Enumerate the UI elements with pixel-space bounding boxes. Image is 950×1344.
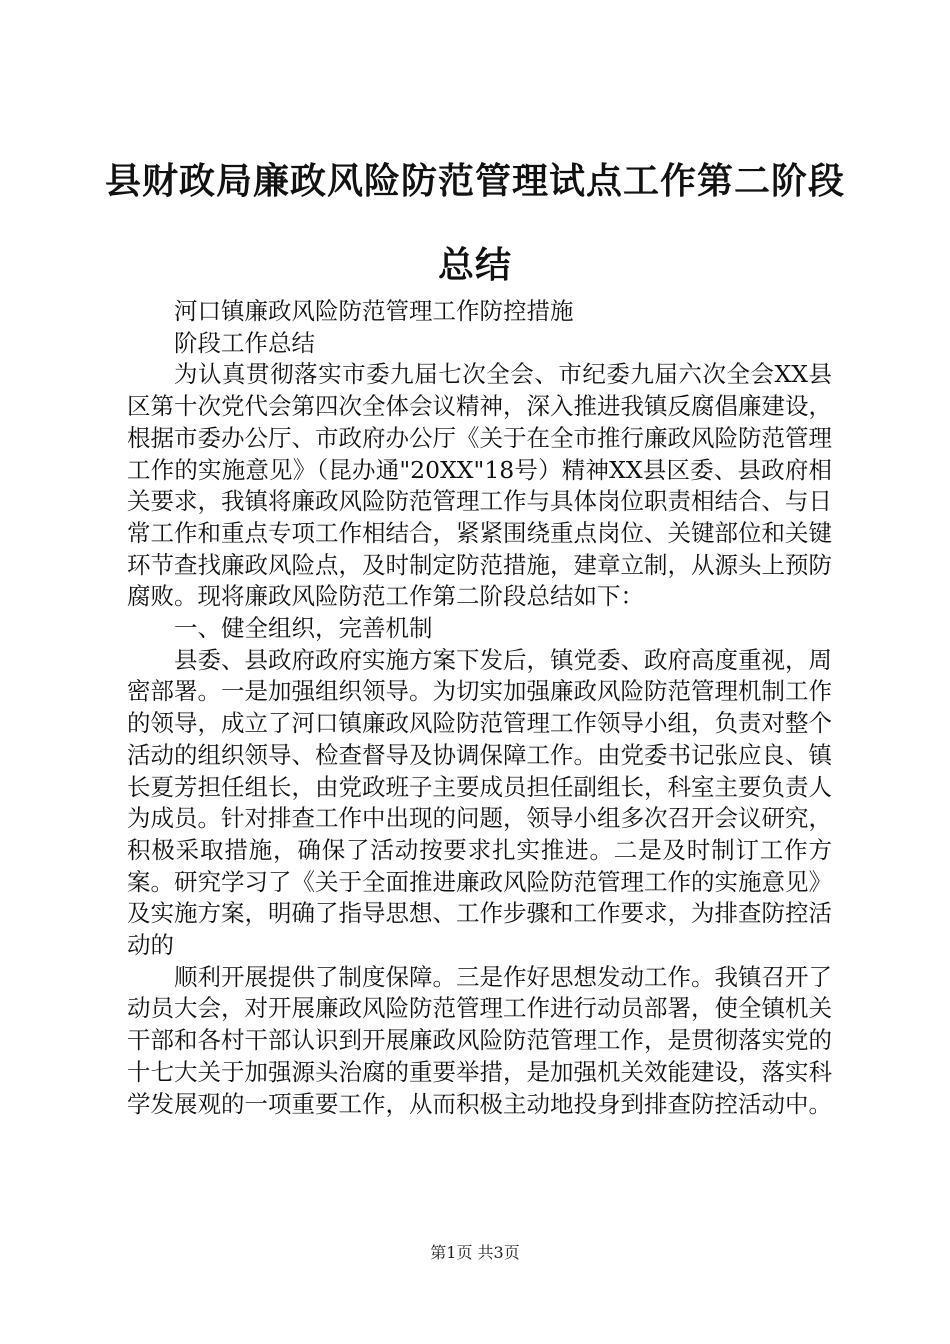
page-number-footer: 第1页 共3页 bbox=[430, 1243, 520, 1262]
subtitle-line1: 河口镇廉政风险防范管理工作防控措施 bbox=[174, 297, 574, 325]
paragraph-intro: 为认真贯彻落实市委九届七次全会、市纪委九届六次全会XX县区第十次党代会第四次全体会议精神，深入推进我镇反腐倡廉建设，根据市委办公厅、市政府办公厅《关于在全市推行廉政风险防范管理工作的实施意见》（昆办通"20XX"18号）精神XX县区委、县政府相关要求，我镇将廉政风险防范管理工作与具体岗位职责相结合、与日常工作和重点专项工作相结合，紧紧围绕重点岗位、关键部位和关键环节查找廉政风险点，及时制定防范措施，建章立制，从源头上预防腐败。现将廉政风险防范工作第二阶段总结如下： bbox=[127, 360, 832, 611]
subtitle-line2: 阶段工作总结 bbox=[174, 328, 315, 357]
document-body bbox=[127, 296, 832, 1120]
paragraph-section-1-continued: 顺利开展提供了制度保障。三是作好思想发动工作。我镇召开了动员大会，对开展廉政风险防范管理工作进行动员部署，使全镇机关干部和各村干部认识到开展廉政风险防范管理工作，是贯彻落实党的十七大关于加强源头治腐的重要举措，是加强机关效能建设，落实科学发展观的一项重要工作，从而积极主动地投身到排查防控活动中。 bbox=[127, 962, 832, 1118]
document-title-line1: 县财政局廉政风险防范管理试点工作第二阶段 bbox=[104, 161, 845, 202]
paragraph-section-1: 县委、县政府政府实施方案下发后，镇党委、政府高度重视，周密部署。一是加强组织领导。为切实加强廉政风险防范管理机制工作的领导，成立了河口镇廉政风险防范管理工作领导小组，负责对整个活动的组织领导、检查督导及协调保障工作。由党委书记张应良、镇长夏芳担任组长，由党政班子主要成员担任副组长，科室主要负责人为成员。针对排查工作中出现的问题，领导小组多次召开会议研究，积极采取措施，确保了活动按要求扎实推进。二是及时制订工作方案。研究学习了《关于全面推进廉政风险防范管理工作的实施意见》及实施方案，明确了指导思想、工作步骤和工作要求，为排查防控活动的 bbox=[127, 645, 832, 960]
section-heading-1: 一、健全组织，完善机制 bbox=[174, 614, 433, 643]
document-title-line2: 总结 bbox=[437, 245, 512, 286]
